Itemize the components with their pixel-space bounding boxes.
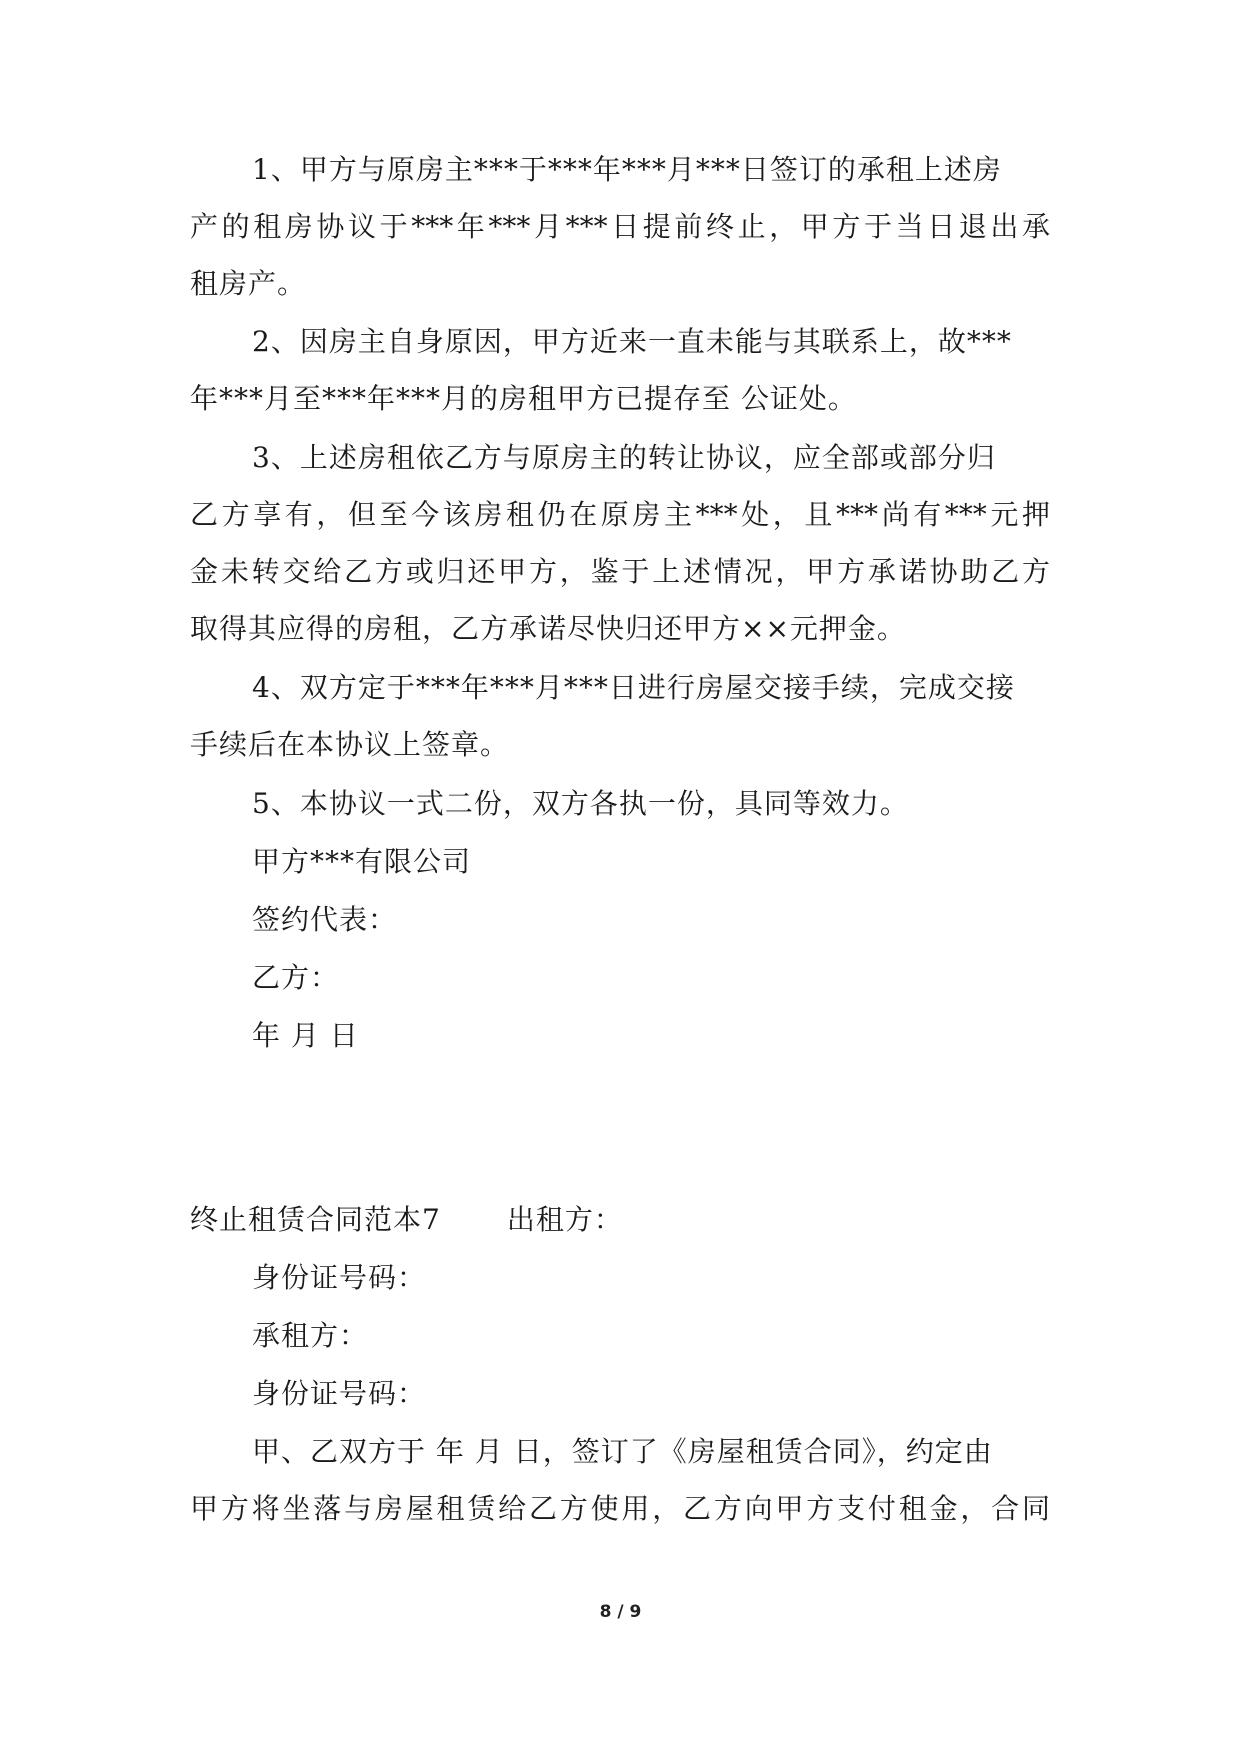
paragraph-line: 金未转交给乙方或归还甲方，鉴于上述情况，甲方承诺协助乙方 [190,555,1050,588]
paragraph-line: 乙方享有，但至今该房租仍在原房主***处，且***尚有***元押 [190,498,1050,531]
paragraph-line: 4、双方定于***年***月***日进行房屋交接手续，完成交接 [252,671,1015,704]
paragraph-line: 租房产。 [190,267,307,300]
paragraph-line: 甲方将坐落与房屋租赁给乙方使用，乙方向甲方支付租金，合同 [190,1492,1050,1525]
paragraph-line: 取得其应得的房租，乙方承诺尽快归还甲方××元押金。 [190,612,906,645]
signature-representative: 签约代表： [252,903,398,936]
paragraph-line: 5、本协议一式二份，双方各执一份，具同等效力。 [252,787,909,820]
signature-party-b: 乙方： [252,961,340,994]
paragraph-line: 3、上述房租依乙方与原房主的转让协议，应全部或部分归 [252,441,996,474]
lessor-label: 出租方： [506,1203,623,1236]
signature-date: 年 月 日 [252,1019,359,1052]
lessee-id-label: 身份证号码： [252,1377,427,1410]
lessor-id-label: 身份证号码： [252,1261,427,1294]
paragraph-line: 年***月至***年***月的房租甲方已提存至 公证处。 [190,382,857,415]
signature-party-a: 甲方***有限公司 [252,845,472,878]
lessee-label: 承租方： [252,1319,369,1352]
paragraph-line: 2、因房主自身原因，甲方近来一直未能与其联系上，故*** [252,325,1012,358]
paragraph-line: 1、甲方与原房主***于***年***月***日签订的承租上述房 [252,153,1002,186]
section-title: 终止租赁合同范本7 [190,1203,441,1236]
page-number: 8 / 9 [599,1602,642,1622]
section-heading-row [190,1202,623,1238]
paragraph-line: 手续后在本协议上签章。 [190,728,510,761]
paragraph-line: 甲、乙双方于 年 月 日，签订了《房屋租赁合同》，约定由 [252,1435,993,1468]
paragraph-line: 产的租房协议于***年***月***日提前终止，甲方于当日退出承 [190,210,1050,243]
